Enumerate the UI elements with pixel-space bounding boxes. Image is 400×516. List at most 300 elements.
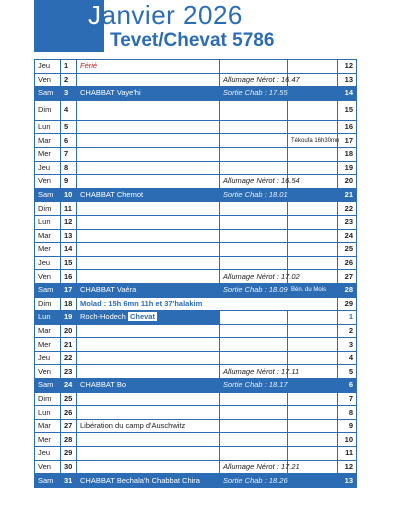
day-number-cell-text: 8 — [64, 162, 69, 172]
day-number-cell-text: 3 — [64, 88, 69, 98]
day-number-cell-text: 23 — [64, 366, 73, 376]
day-name-cell — [35, 283, 61, 297]
day-number-cell — [61, 351, 77, 365]
calendar-row — [35, 120, 357, 134]
calendar-row — [35, 379, 357, 393]
note-cell — [288, 215, 338, 229]
hebrew-date-cell-text: 24 — [344, 230, 353, 240]
hebrew-date-cell — [338, 147, 357, 161]
shabbat-time-cell — [220, 202, 288, 216]
hebrew-date-cell — [338, 297, 357, 311]
hebrew-date-cell — [338, 419, 357, 433]
calendar-row — [35, 460, 357, 474]
day-name-cell-text: Mer — [38, 434, 51, 444]
calendar-row — [35, 161, 357, 175]
note-cell — [288, 256, 338, 270]
day-name-cell-text: Sam — [38, 190, 54, 200]
day-name-cell — [35, 406, 61, 420]
hebrew-date-cell-text: 15 — [344, 105, 353, 115]
note-cell — [288, 392, 338, 406]
day-number-cell-text: 25 — [64, 393, 73, 403]
event-cell-text: CHABBAT Bechala'h Chabbat Chira — [80, 475, 200, 485]
day-number-cell — [61, 87, 77, 101]
shabbat-time-cell-text: Sortie Chab : 18.09 — [223, 285, 288, 295]
day-name-cell — [35, 215, 61, 229]
day-number-cell — [61, 447, 77, 461]
day-name-cell-text: Mer — [38, 244, 51, 254]
day-name-cell-text: Mar — [38, 421, 51, 431]
day-number-cell — [61, 283, 77, 297]
note-cell — [288, 87, 338, 101]
day-number-cell-text: 14 — [64, 244, 73, 254]
shabbat-time-cell — [220, 256, 288, 270]
note-cell — [288, 351, 338, 365]
event-cell — [77, 229, 220, 243]
event-cell-text: Molad : 15h 6mn 11h et 37'halakim — [80, 298, 203, 308]
shabbat-time-cell — [220, 120, 288, 134]
event-cell — [77, 351, 220, 365]
hebrew-date-cell — [338, 270, 357, 284]
hebrew-date-cell — [338, 283, 357, 297]
hebrew-date-cell-text: 11 — [345, 448, 353, 458]
calendar-row — [35, 215, 357, 229]
shabbat-time-cell — [220, 406, 288, 420]
note-cell — [288, 324, 338, 338]
hebrew-date-cell-text: 9 — [348, 421, 353, 431]
note-cell — [288, 433, 338, 447]
hebrew-date-cell-text: 10 — [344, 434, 353, 444]
day-name-cell — [35, 365, 61, 379]
note-cell — [288, 229, 338, 243]
calendar-row — [35, 87, 357, 101]
event-cell — [77, 215, 220, 229]
hebrew-date-cell — [338, 73, 357, 87]
day-name-cell-text: Lun — [38, 122, 51, 132]
hebrew-date-cell — [338, 460, 357, 474]
day-name-cell-text: Jeu — [38, 258, 51, 268]
day-name-cell-text: Jeu — [38, 448, 51, 458]
note-cell — [288, 283, 338, 297]
day-name-cell — [35, 120, 61, 134]
hebrew-date-cell-text: 6 — [348, 380, 353, 390]
day-name-cell — [35, 229, 61, 243]
day-number-cell-text: 15 — [64, 258, 73, 268]
day-name-cell-text: Sam — [38, 285, 54, 295]
calendar-row — [35, 433, 357, 447]
hebrew-date-cell-text: 29 — [344, 298, 353, 308]
hebrew-date-cell-text: 4 — [348, 353, 353, 363]
day-name-cell-text: Sam — [38, 475, 54, 485]
day-number-cell — [61, 188, 77, 202]
day-name-cell — [35, 447, 61, 461]
event-cell — [77, 433, 220, 447]
hebrew-date-cell — [338, 365, 357, 379]
day-name-cell — [35, 419, 61, 433]
day-name-cell-text: Jeu — [38, 61, 51, 71]
day-name-cell — [35, 324, 61, 338]
hebrew-date-cell-text: 28 — [344, 285, 353, 295]
event-cell — [77, 283, 220, 297]
day-number-cell — [61, 419, 77, 433]
day-name-cell — [35, 243, 61, 257]
event-cell — [77, 256, 220, 270]
note-cell-text: Tékoufa 16h30mn — [291, 137, 340, 144]
hebrew-date-cell-text: 13 — [344, 475, 353, 485]
shabbat-time-cell — [220, 283, 288, 297]
shabbat-time-cell-text: Sortie Chab : 18.17 — [223, 380, 288, 390]
hebrew-date-cell-text: 23 — [344, 217, 353, 227]
shabbat-time-cell — [220, 161, 288, 175]
event-cell-text: CHABBAT Bo — [80, 380, 126, 390]
event-cell-text: CHABBAT Vaéra — [80, 285, 137, 295]
calendar-table — [34, 59, 357, 488]
day-number-cell — [61, 311, 77, 325]
day-name-cell-text: Jeu — [38, 162, 51, 172]
month-tag: Chevat — [129, 312, 155, 322]
day-number-cell — [61, 392, 77, 406]
shabbat-time-cell — [220, 87, 288, 101]
hebrew-date-cell — [338, 256, 357, 270]
day-name-cell-text: Dim — [38, 298, 52, 308]
hebrew-date-cell-text: 27 — [344, 271, 353, 281]
day-number-cell-text: 17 — [64, 285, 73, 295]
shabbat-time-cell — [220, 433, 288, 447]
event-cell — [77, 188, 220, 202]
day-name-cell — [35, 60, 61, 74]
event-cell — [77, 447, 220, 461]
day-number-cell-text: 19 — [64, 312, 73, 322]
event-cell-text: Libération du camp d'Auschwitz — [80, 421, 186, 431]
calendar-row — [35, 406, 357, 420]
event-cell — [77, 120, 220, 134]
day-name-cell — [35, 202, 61, 216]
day-name-cell — [35, 338, 61, 352]
shabbat-time-cell — [220, 270, 300, 284]
shabbat-time-cell-text: Sortie Chab : 18.01 — [223, 190, 288, 200]
day-name-cell — [35, 460, 61, 474]
event-cell — [77, 460, 220, 474]
calendar-row — [35, 324, 357, 338]
note-cell — [288, 161, 338, 175]
calendar-row — [35, 134, 357, 148]
day-name-cell — [35, 379, 61, 393]
note-cell — [288, 243, 338, 257]
event-cell-text: Férié — [80, 61, 98, 71]
event-cell-text: CHABBAT Vaye'hi — [80, 88, 141, 98]
hebrew-date-cell — [338, 324, 357, 338]
day-number-cell — [61, 256, 77, 270]
calendar-row — [35, 419, 357, 433]
event-cell — [77, 161, 220, 175]
day-name-cell-text: Ven — [38, 271, 51, 281]
note-cell — [288, 120, 338, 134]
event-cell — [77, 338, 220, 352]
shabbat-time-cell — [220, 392, 288, 406]
calendar-row — [35, 175, 357, 189]
shabbat-time-cell-text: Allumage Nérot : 16.47 — [223, 74, 300, 84]
calendar-row — [35, 188, 357, 202]
shabbat-time-cell — [220, 324, 288, 338]
shabbat-time-cell — [220, 188, 288, 202]
hebrew-date-cell-text: 3 — [348, 339, 353, 349]
shabbat-time-cell-text: Sortie Chab : 18.26 — [223, 475, 288, 485]
calendar-row — [35, 100, 357, 120]
calendar-row — [35, 147, 357, 161]
event-cell — [77, 270, 220, 284]
shabbat-time-cell — [220, 60, 288, 74]
day-number-cell-text: 30 — [64, 461, 73, 471]
day-number-cell — [61, 175, 77, 189]
day-number-cell-text: 31 — [64, 475, 73, 485]
shabbat-time-cell — [220, 474, 288, 488]
calendar-row — [35, 60, 357, 74]
day-name-cell — [35, 270, 61, 284]
note-cell — [288, 406, 338, 420]
day-name-cell-text: Ven — [38, 176, 51, 186]
day-number-cell — [61, 379, 77, 393]
day-number-cell-text: 9 — [64, 176, 69, 186]
hebrew-date-cell-text: 17 — [344, 135, 353, 145]
day-number-cell — [61, 433, 77, 447]
hebrew-date-cell — [338, 392, 357, 406]
shabbat-time-cell-text: Allumage Nérot : 17.02 — [223, 271, 300, 281]
note-cell — [288, 338, 338, 352]
day-number-cell — [61, 100, 77, 120]
day-name-cell — [35, 297, 61, 311]
event-cell — [77, 365, 220, 379]
day-number-cell-text: 18 — [64, 298, 73, 308]
calendar-row — [35, 447, 357, 461]
hebrew-date-cell — [338, 100, 357, 120]
note-cell — [288, 474, 338, 488]
calendar-row — [35, 283, 357, 297]
month-title-initial: J — [88, 0, 102, 30]
day-number-cell — [61, 243, 77, 257]
day-number-cell-text: 26 — [64, 407, 73, 417]
day-name-cell-text: Dim — [38, 203, 52, 213]
day-name-cell — [35, 311, 61, 325]
day-name-cell — [35, 188, 61, 202]
day-name-cell — [35, 100, 61, 120]
calendar-row — [35, 392, 357, 406]
day-name-cell-text: Lun — [38, 312, 51, 322]
day-number-cell-text: 29 — [64, 448, 73, 458]
hebrew-date-cell — [338, 243, 357, 257]
calendar-row — [35, 311, 357, 325]
day-number-cell-text: 5 — [64, 122, 69, 132]
day-number-cell — [61, 297, 77, 311]
shabbat-time-cell — [220, 460, 300, 474]
day-number-cell — [61, 147, 77, 161]
day-number-cell — [61, 215, 77, 229]
day-name-cell-text: Mar — [38, 325, 51, 335]
shabbat-time-cell — [220, 365, 300, 379]
hebrew-date-cell-text: 19 — [344, 162, 353, 172]
calendar-row — [35, 270, 357, 284]
day-number-cell — [61, 474, 77, 488]
hebrew-date-cell-text: 21 — [344, 190, 353, 200]
day-name-cell — [35, 474, 61, 488]
hebrew-date-cell-text: 2 — [348, 325, 353, 335]
day-name-cell — [35, 351, 61, 365]
note-cell — [288, 379, 338, 393]
note-cell — [288, 147, 338, 161]
hebrew-date-cell — [338, 134, 357, 148]
note-cell — [288, 134, 338, 148]
shabbat-time-cell — [220, 311, 288, 325]
event-cell — [77, 202, 220, 216]
day-name-cell-text: Mer — [38, 339, 51, 349]
note-cell — [288, 60, 338, 74]
event-cell — [77, 243, 220, 257]
hebrew-date-cell — [338, 338, 357, 352]
day-number-cell-text: 11 — [64, 203, 72, 213]
event-cell-text: CHABBAT Chemot — [80, 190, 144, 200]
day-name-cell-text: Mer — [38, 149, 51, 159]
shabbat-time-cell — [220, 147, 288, 161]
hebrew-date-cell — [338, 351, 357, 365]
day-number-cell — [61, 60, 77, 74]
day-name-cell-text: Dim — [38, 105, 52, 115]
day-number-cell-text: 20 — [64, 325, 73, 335]
day-number-cell-text: 22 — [64, 353, 73, 363]
note-cell-text: Bén. du Mois — [291, 287, 327, 294]
note-cell — [288, 202, 338, 216]
day-number-cell-text: 13 — [64, 230, 73, 240]
hebrew-date-cell-text: 14 — [344, 88, 353, 98]
hebrew-date-cell-text: 18 — [344, 149, 353, 159]
day-number-cell-text: 7 — [64, 149, 69, 159]
day-name-cell — [35, 175, 61, 189]
day-name-cell — [35, 256, 61, 270]
day-name-cell-text: Jeu — [38, 353, 51, 363]
day-name-cell-text: Sam — [38, 88, 54, 98]
hebrew-date-cell — [338, 406, 357, 420]
event-cell-text: Roch-Hodech — [80, 312, 126, 322]
hebrew-date-cell-text: 26 — [344, 258, 353, 268]
day-name-cell — [35, 73, 61, 87]
month-title — [88, 0, 243, 31]
day-number-cell — [61, 73, 77, 87]
day-number-cell — [61, 202, 77, 216]
hebrew-date-cell-text: 12 — [344, 461, 353, 471]
hebrew-date-cell-text: 12 — [344, 61, 353, 71]
day-name-cell — [35, 147, 61, 161]
event-cell — [77, 73, 220, 87]
calendar-row — [35, 202, 357, 216]
calendar-row — [35, 474, 357, 488]
day-name-cell — [35, 433, 61, 447]
day-name-cell-text: Ven — [38, 74, 51, 84]
day-name-cell-text: Mar — [38, 135, 51, 145]
hebrew-date-cell — [338, 379, 357, 393]
event-cell — [77, 474, 220, 488]
hebrew-date-cell — [338, 202, 357, 216]
hebrew-date-cell — [338, 60, 357, 74]
note-cell — [288, 311, 338, 325]
event-cell — [77, 60, 220, 74]
shabbat-time-cell — [220, 447, 288, 461]
shabbat-time-cell — [220, 175, 300, 189]
day-number-cell-text: 28 — [64, 434, 73, 444]
day-name-cell-text: Dim — [38, 393, 52, 403]
event-cell — [77, 297, 338, 311]
event-cell — [77, 379, 220, 393]
day-number-cell-text: 1 — [64, 61, 69, 71]
day-number-cell — [61, 120, 77, 134]
day-name-cell — [35, 87, 61, 101]
event-cell — [77, 175, 220, 189]
event-cell — [77, 147, 220, 161]
hebrew-date-cell-text: 16 — [344, 122, 353, 132]
hebrew-date-cell — [338, 447, 357, 461]
note-cell — [288, 188, 338, 202]
shabbat-time-cell — [220, 379, 288, 393]
shabbat-time-cell-text: Allumage Nérot : 17.21 — [223, 461, 300, 471]
hebrew-date-cell-text: 5 — [348, 366, 353, 376]
day-number-cell — [61, 406, 77, 420]
shabbat-time-cell-text: Sortie Chab : 17.55 — [223, 88, 288, 98]
hebrew-date-cell — [338, 175, 357, 189]
hebrew-date-cell-text: 1 — [348, 312, 353, 322]
shabbat-time-cell — [220, 229, 288, 243]
day-name-cell-text: Ven — [38, 461, 51, 471]
event-cell — [77, 311, 220, 325]
day-number-cell-text: 24 — [64, 380, 73, 390]
hebrew-date-cell-text: 22 — [344, 203, 353, 213]
day-number-cell-text: 12 — [64, 217, 73, 227]
hebrew-date-cell-text: 7 — [348, 393, 353, 403]
day-name-cell — [35, 392, 61, 406]
hebrew-date-cell-text: 25 — [344, 244, 353, 254]
hebrew-date-cell — [338, 161, 357, 175]
shabbat-time-cell — [220, 351, 288, 365]
day-number-cell — [61, 134, 77, 148]
hebrew-date-cell — [338, 229, 357, 243]
day-name-cell-text: Ven — [38, 366, 51, 376]
shabbat-time-cell — [220, 419, 288, 433]
calendar-row — [35, 297, 357, 311]
hebrew-date-cell — [338, 311, 357, 325]
day-number-cell-text: 27 — [64, 421, 73, 431]
hebrew-date-cell — [338, 474, 357, 488]
hebrew-date-cell-text: 13 — [344, 74, 353, 84]
day-number-cell-text: 6 — [64, 135, 69, 145]
shabbat-time-cell — [220, 73, 300, 87]
event-cell — [77, 392, 220, 406]
hebrew-date-cell-text: 20 — [344, 176, 353, 186]
event-cell — [77, 324, 220, 338]
day-number-cell — [61, 365, 77, 379]
shabbat-time-cell — [220, 215, 288, 229]
event-cell — [77, 100, 220, 120]
day-name-cell-text: Sam — [38, 380, 54, 390]
day-name-cell — [35, 161, 61, 175]
day-number-cell — [61, 338, 77, 352]
note-cell — [288, 447, 338, 461]
event-cell — [77, 134, 220, 148]
day-number-cell — [61, 229, 77, 243]
hebrew-date-cell — [338, 188, 357, 202]
calendar-row — [35, 73, 357, 87]
month-title-rest: anvier 2026 — [101, 0, 243, 30]
hebrew-date-cell — [338, 215, 357, 229]
day-number-cell — [61, 161, 77, 175]
event-cell — [77, 419, 220, 433]
note-cell — [288, 419, 338, 433]
shabbat-time-cell-text: Allumage Nérot : 16.54 — [223, 176, 300, 186]
calendar-row — [35, 351, 357, 365]
